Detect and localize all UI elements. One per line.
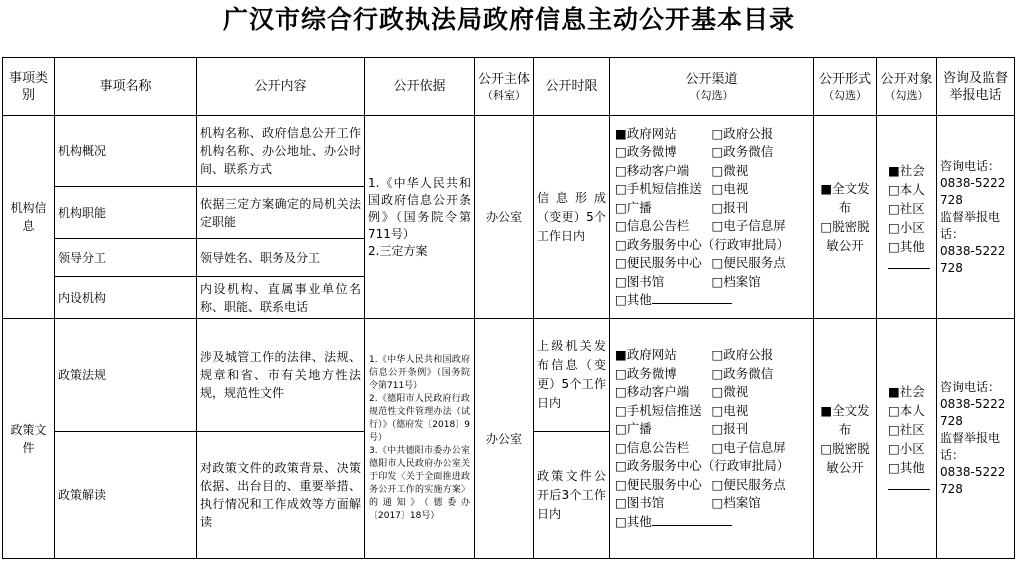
table-row <box>3 116 1015 187</box>
channel-option[interactable]: □微视 <box>711 384 749 399</box>
channel-list <box>613 344 810 533</box>
channel-option[interactable]: □便民服务点 <box>711 476 786 492</box>
audience-option[interactable]: □本人 <box>888 403 925 418</box>
channel-option[interactable]: □移动客户端 <box>615 384 690 399</box>
channel-option[interactable]: □信息公告栏 <box>615 218 690 233</box>
header-basis: 公开依据 <box>365 58 475 116</box>
channel-option[interactable]: □政务微博 <box>615 365 677 381</box>
item-content: 内设机构、直属事业单位名称、职能、联系电话 <box>197 277 365 319</box>
item-content: 领导姓名、职务及分工 <box>197 239 365 277</box>
phone-cell <box>937 319 1015 559</box>
item-name: 内设机构 <box>55 277 197 319</box>
channel-option[interactable]: ■政府网站 <box>615 347 677 362</box>
channel-option[interactable]: □政府公报 <box>711 347 774 362</box>
audience-option[interactable]: □社区 <box>888 422 925 437</box>
item-name: 政策解读 <box>55 432 197 559</box>
other-blank-line[interactable] <box>888 267 930 269</box>
section-basis: 1.《中华人民共和国政府信息公开条例》（国务院令第711号） 2.三定方案 <box>365 116 475 319</box>
channel-option[interactable]: □广播 <box>615 421 652 436</box>
channel-option[interactable]: □政务服务中心（行政审批局） <box>615 458 790 473</box>
item-name: 政策法规 <box>55 319 197 432</box>
phone-number: 0838-5222728 <box>940 243 1006 275</box>
phone-number: 0838-5222728 <box>940 397 1006 428</box>
section-subject: 办公室 <box>475 319 534 559</box>
channel-option[interactable]: □政务服务中心（行政审批局） <box>615 236 790 252</box>
channel-option[interactable]: □微视 <box>711 162 749 178</box>
form-option[interactable]: ■全文发布 <box>820 402 870 437</box>
header-channels: 公开渠道 （勾选） <box>610 58 814 116</box>
section-category: 政策文件 <box>3 319 55 559</box>
form-cell <box>814 116 877 319</box>
phone-cell <box>937 116 1015 319</box>
channel-option[interactable]: □电子信息屏 <box>711 439 786 455</box>
header-phone: 咨询及监督举报电话 <box>937 58 1015 116</box>
item-name: 机构职能 <box>55 187 197 239</box>
channel-option[interactable]: □电子信息屏 <box>711 218 786 233</box>
header-audience: 公开对象 （勾选） <box>877 58 937 116</box>
channel-option[interactable]: □信息公告栏 <box>615 439 690 455</box>
channel-list <box>613 123 810 312</box>
channel-option[interactable]: □档案馆 <box>711 495 761 510</box>
channel-option[interactable]: □手机短信推送 <box>615 181 702 196</box>
channel-option[interactable]: □手机短信推送 <box>615 402 702 418</box>
audience-cell <box>877 116 937 319</box>
form-option[interactable]: □脱密脱敏公开 <box>820 219 870 253</box>
item-content: 对政策文件的政策背景、决策依据、出台目的、重要举措、执行情况和工作成效等方面解读 <box>197 432 365 559</box>
header-row <box>3 58 1015 116</box>
item-name: 领导分工 <box>55 239 197 277</box>
item-name: 机构概况 <box>55 116 197 187</box>
audience-option[interactable]: ■社会 <box>888 384 925 399</box>
channel-option[interactable]: □便民服务点 <box>711 255 786 270</box>
audience-option[interactable]: □本人 <box>888 181 925 197</box>
channel-cell <box>610 319 814 559</box>
channel-option-other[interactable]: □其他 <box>615 291 808 310</box>
audience-option[interactable]: □其他 <box>888 238 925 254</box>
audience-option[interactable]: □小区 <box>888 219 925 235</box>
other-blank-line[interactable] <box>652 291 732 304</box>
channel-option[interactable]: □便民服务中心 <box>615 476 702 492</box>
audience-option[interactable]: □小区 <box>888 441 925 456</box>
header-category: 事项类别 <box>3 58 55 116</box>
channel-option[interactable]: □电视 <box>711 402 749 418</box>
section-time-limit: 信息形成（变更）5个工作日内 <box>534 116 610 319</box>
audience-option[interactable]: □其他 <box>888 460 925 475</box>
audience-option[interactable]: □社区 <box>888 200 925 216</box>
channel-option[interactable]: ■政府网站 <box>615 125 677 141</box>
header-subject: 公开主体 （科室） <box>475 58 534 116</box>
phone-label: 咨询电话： <box>940 158 1001 173</box>
phone-number: 0838-5222728 <box>940 175 1006 207</box>
channel-option[interactable]: □报刊 <box>711 421 749 436</box>
channel-cell <box>610 116 814 319</box>
channel-option[interactable]: □移动客户端 <box>615 162 690 178</box>
header-content: 公开内容 <box>197 58 365 116</box>
channel-option-other[interactable]: □其他 <box>615 513 808 532</box>
section-category: 机构信息 <box>3 116 55 319</box>
channel-option[interactable]: □报刊 <box>711 199 749 215</box>
item-time-limit: 政策文件公开后3个工作日内 <box>534 432 610 559</box>
table-row <box>3 319 1015 432</box>
item-content: 依据三定方案确定的局机关法定职能 <box>197 187 365 239</box>
channel-option[interactable]: □政务微博 <box>615 144 677 159</box>
audience-option[interactable]: ■社会 <box>888 162 925 178</box>
section-basis: 1.《中华人民共和国政府信息公开条例》（国务院令第711号） 2.《德阳市人民政府行政规范性文件管理办法（试行）》（德府发〔2018〕9号） 3.《中共德阳市委办公室 德阳市人民政府办公室关于印发〈关于全面推进政务公开工作的实施方案〉的通知》（德委办〔2017〕18号） <box>365 319 475 559</box>
channel-option[interactable]: □政府公报 <box>711 125 774 141</box>
channel-option[interactable]: □便民服务中心 <box>615 255 702 270</box>
phone-number: 0838-5222728 <box>940 465 1006 496</box>
header-form: 公开形式 （勾选） <box>814 58 877 116</box>
channel-option[interactable]: □图书馆 <box>615 273 665 289</box>
item-content: 机构名称、政府信息公开工作机构名称、办公地址、办公时间、联系方式 <box>197 116 365 187</box>
channel-option[interactable]: □电视 <box>711 181 749 196</box>
form-option[interactable]: □脱密脱敏公开 <box>820 440 870 475</box>
channel-option[interactable]: □档案馆 <box>711 273 761 289</box>
page-title: 广汉市综合行政执法局政府信息主动公开基本目录 <box>222 5 795 34</box>
section-subject: 办公室 <box>475 116 534 319</box>
form-cell <box>814 319 877 559</box>
phone-label: 咨询电话： <box>940 380 1001 394</box>
channel-option[interactable]: □广播 <box>615 199 652 215</box>
other-blank-line[interactable] <box>652 513 732 526</box>
other-blank-line[interactable] <box>888 488 930 490</box>
channel-option[interactable]: □政务微信 <box>711 144 774 159</box>
phone-label: 监督举报电话： <box>940 209 1001 241</box>
header-item-name: 事项名称 <box>55 58 197 116</box>
header-time-limit: 公开时限 <box>534 58 610 116</box>
phone-label: 监督举报电话： <box>940 431 1001 462</box>
catalog-table <box>2 57 1015 559</box>
channel-option[interactable]: □政务微信 <box>711 365 774 381</box>
item-time-limit: 上级机关发布信息（变更）5个工作日内 <box>534 319 610 432</box>
audience-cell <box>877 319 937 559</box>
item-content: 涉及城管工作的法律、法规、规章和省、市有关地方性法规，规范性文件 <box>197 319 365 432</box>
channel-option[interactable]: □图书馆 <box>615 495 665 510</box>
form-option[interactable]: ■全文发布 <box>820 181 870 215</box>
